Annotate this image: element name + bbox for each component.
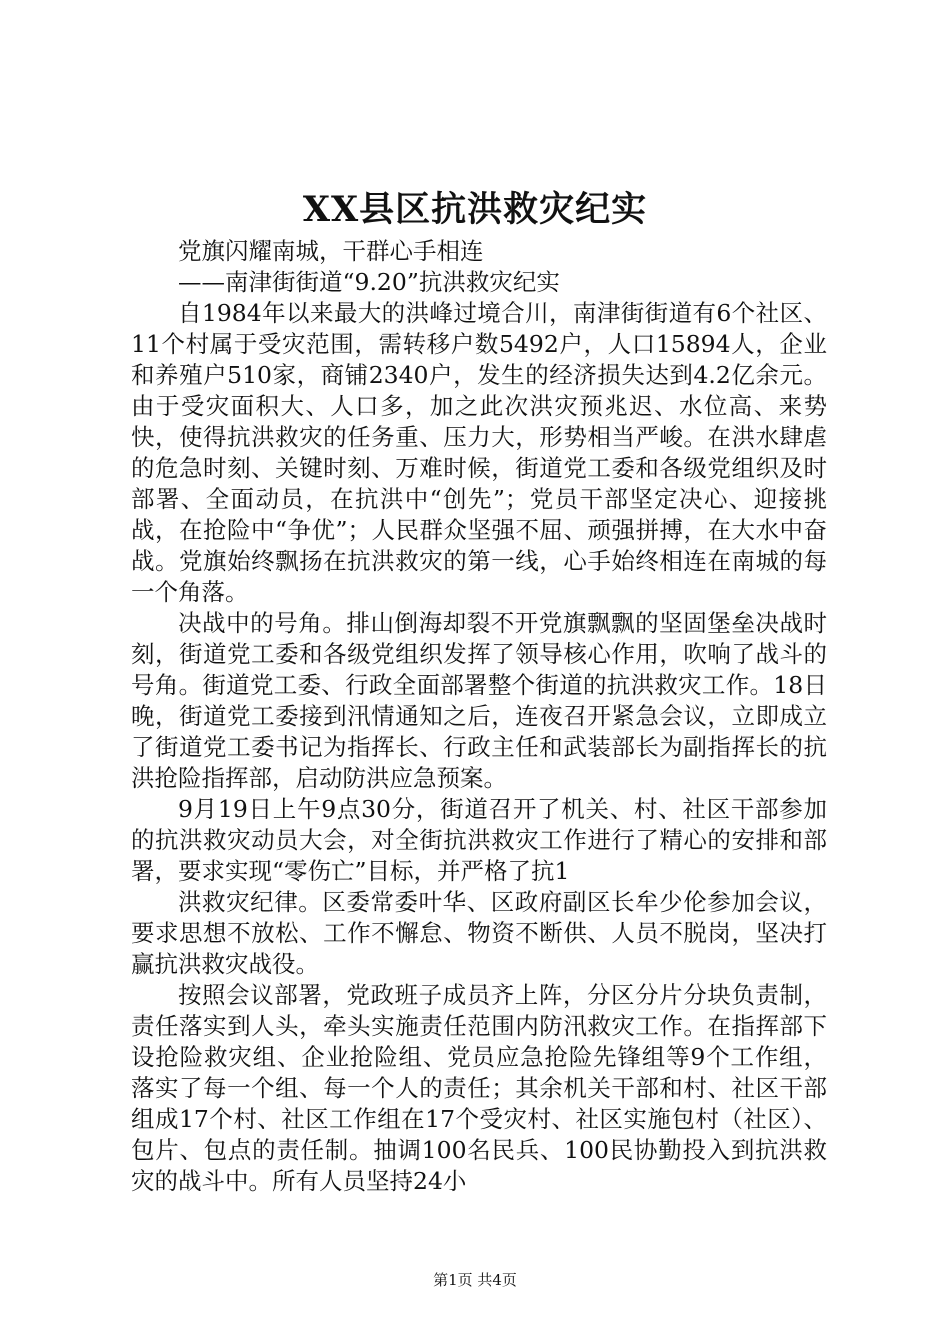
body-paragraph: 按照会议部署，党政班子成员齐上阵，分区分片分块负责制，责任落实到人头，牵头实施责任范围内防汛救灾工作。在指挥部下设抢险救灾组、企业抢险组、党员应急抢险先锋组等9个工作组，落实了每一个组、每一个人的责任；其余机关干部和村、社区干部组成17个村、社区工作组在17个受灾村、社区实施包村（社区）、包片、包点的责任制。抽调100名民兵、100民协勤投入到抗洪救灾的战斗中。所有人员坚持24小	[131, 981, 827, 1195]
body-paragraph: 决战中的号角。排山倒海却裂不开党旗飘飘的坚固堡垒决战时刻，街道党工委和各级党组织发挥了领导核心作用，吹响了战斗的号角。街道党工委、行政全面部署整个街道的抗洪救灾工作。18日晚，街道党工委接到汛情通知之后，连夜召开紧急会议，立即成立了街道党工委书记为指挥长、行政主任和武装部长为副指挥长的抗洪抢险指挥部，启动防洪应急预案。	[131, 609, 827, 792]
body-paragraph: 洪救灾纪律。区委常委叶华、区政府副区长牟少伦参加会议，要求思想不放松、工作不懈怠、物资不断供、人员不脱岗，坚决打赢抗洪救灾战役。	[131, 888, 827, 978]
document-body	[131, 236, 827, 1197]
subtitle-line: ——南津街街道“9.20”抗洪救灾纪实	[178, 268, 560, 296]
page-footer: 第1页 共4页	[433, 1271, 517, 1289]
subtitle-line: 党旗闪耀南城，干群心手相连	[178, 237, 484, 265]
body-paragraph: 9月19日上午9点30分，街道召开了机关、村、社区干部参加的抗洪救灾动员大会，对全街抗洪救灾工作进行了精心的安排和部署，要求实现“零伤亡”目标，并严格了抗1	[131, 795, 827, 885]
body-paragraph: 自1984年以来最大的洪峰过境合川，南津街街道有6个社区、11个村属于受灾范围，需转移户数5492户，人口15894人，企业和养殖户510家，商铺2340户，发生的经济损失达到4.2亿余元。由于受灾面积大、人口多，加之此次洪灾预兆迟、水位高、来势快，使得抗洪救灾的任务重、压力大，形势相当严峻。在洪水肆虐的危急时刻、关键时刻、万难时候，街道党工委和各级党组织及时部署、全面动员，在抗洪中“创先”；党员干部坚定决心、迎接挑战，在抢险中“争优”；人民群众坚强不屈、顽强拼搏，在大水中奋战。党旗始终飘扬在抗洪救灾的第一线，心手始终相连在南城的每一个角落。	[131, 299, 827, 606]
document-title: XX县区抗洪救灾纪实	[302, 189, 648, 230]
